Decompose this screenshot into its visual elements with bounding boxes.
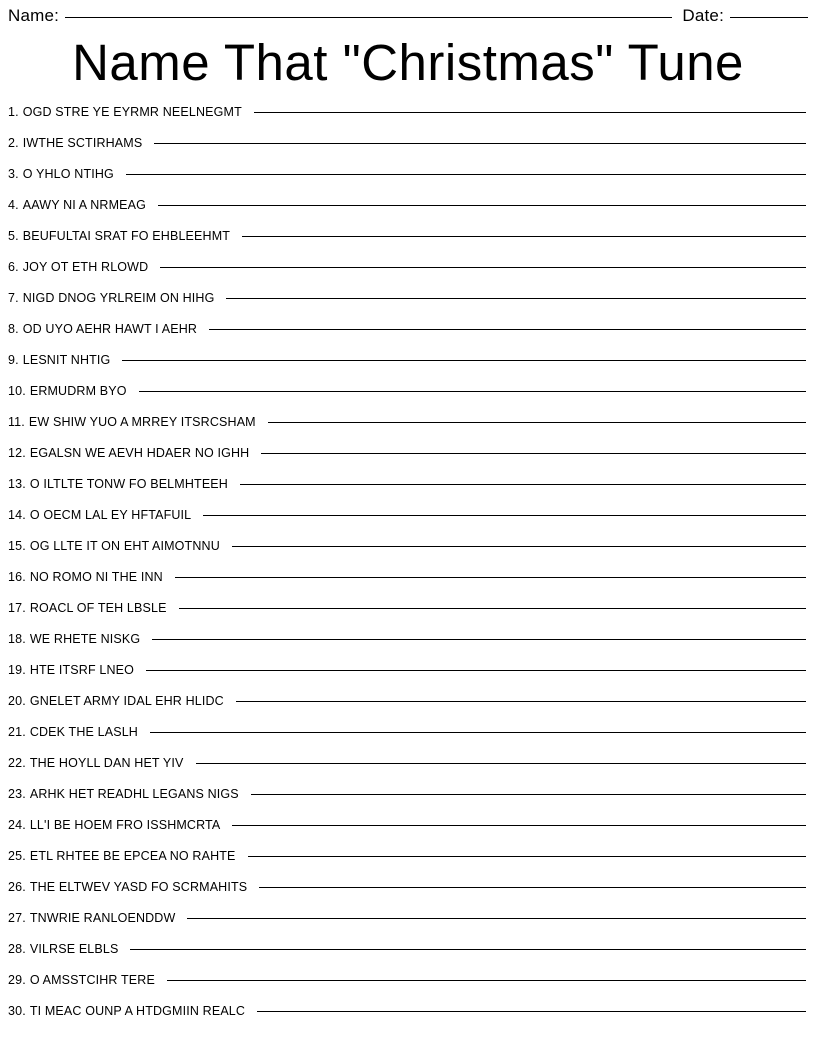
list-item [6, 849, 810, 880]
question-number: 11. [8, 415, 25, 430]
list-item [6, 136, 810, 167]
answer-line[interactable] [226, 298, 806, 299]
list-item [6, 756, 810, 787]
list-item [6, 601, 810, 632]
answer-line[interactable] [139, 391, 806, 392]
question-text: VILRSE ELBLS [29, 942, 119, 957]
question-number: 27. [8, 911, 26, 926]
list-item [6, 694, 810, 725]
answer-line[interactable] [251, 794, 806, 795]
list-item [6, 973, 810, 1004]
list-item [6, 105, 810, 136]
question-text: HTE ITSRF LNEO [29, 663, 135, 678]
question-number: 12. [8, 446, 26, 461]
answer-line[interactable] [126, 174, 806, 175]
answer-line[interactable] [175, 577, 806, 578]
question-number: 22. [8, 756, 26, 771]
list-item [6, 725, 810, 756]
question-text: JOY OT ETH RLOWD [22, 260, 149, 275]
question-number: 16. [8, 570, 26, 585]
answer-line[interactable] [232, 546, 806, 547]
name-write-in-line[interactable] [65, 17, 672, 18]
list-item [6, 477, 810, 508]
question-number: 24. [8, 818, 26, 833]
answer-line[interactable] [257, 1011, 806, 1012]
question-text: ERMUDRM BYO [29, 384, 127, 399]
list-item [6, 539, 810, 570]
answer-line[interactable] [152, 639, 806, 640]
answer-line[interactable] [167, 980, 806, 981]
question-number: 20. [8, 694, 26, 709]
question-text: O AMSSTCIHR TERE [29, 973, 155, 988]
question-text: BEUFULTAI SRAT FO EHBLEEHMT [22, 229, 231, 244]
page-title: Name That "Christmas" Tune [72, 34, 744, 91]
question-number: 28. [8, 942, 26, 957]
question-text: AAWY NI A NRMEAG [22, 198, 146, 213]
answer-line[interactable] [236, 701, 806, 702]
question-text: O OECM LAL EY HFTAFUIL [29, 508, 192, 523]
question-number: 18. [8, 632, 26, 647]
answer-line[interactable] [187, 918, 806, 919]
question-number: 17. [8, 601, 26, 616]
question-number: 4. [8, 198, 19, 213]
list-item [6, 198, 810, 229]
question-text: LESNIT NHTIG [22, 353, 111, 368]
question-number: 23. [8, 787, 26, 802]
answer-line[interactable] [242, 236, 806, 237]
answer-line[interactable] [196, 763, 807, 764]
question-text: THE HOYLL DAN HET YIV [29, 756, 184, 771]
list-item [6, 446, 810, 477]
list-item [6, 291, 810, 322]
answer-line[interactable] [122, 360, 806, 361]
answer-line[interactable] [160, 267, 806, 268]
question-number: 14. [8, 508, 26, 523]
question-number: 26. [8, 880, 26, 895]
question-text: GNELET ARMY IDAL EHR HLIDC [29, 694, 224, 709]
list-item [6, 570, 810, 601]
answer-line[interactable] [261, 453, 806, 454]
question-number: 29. [8, 973, 26, 988]
question-list [6, 105, 810, 1035]
answer-line[interactable] [158, 205, 806, 206]
answer-line[interactable] [240, 484, 806, 485]
answer-line[interactable] [203, 515, 806, 516]
list-item [6, 260, 810, 291]
question-text: EGALSN WE AEVH HDAER NO IGHH [29, 446, 250, 461]
question-text: LL'I BE HOEM FRO ISSHMCRTA [29, 818, 221, 833]
question-text: THE ELTWEV YASD FO SCRMAHITS [29, 880, 248, 895]
list-item [6, 353, 810, 384]
question-number: 5. [8, 229, 19, 244]
question-number: 10. [8, 384, 26, 399]
question-text: NO ROMO NI THE INN [29, 570, 163, 585]
date-write-in-line[interactable] [730, 17, 808, 18]
answer-line[interactable] [268, 422, 806, 423]
question-number: 21. [8, 725, 26, 740]
answer-line[interactable] [154, 143, 806, 144]
question-text: CDEK THE LASLH [29, 725, 138, 740]
question-text: IWTHE SCTIRHAMS [22, 136, 143, 151]
list-item [6, 880, 810, 911]
list-item [6, 663, 810, 694]
question-text: WE RHETE NISKG [29, 632, 141, 647]
question-text: OD UYO AEHR HAWT I AEHR [22, 322, 198, 337]
question-text: ROACL OF TEH LBSLE [29, 601, 167, 616]
question-number: 15. [8, 539, 26, 554]
question-text: ARHK HET READHL LEGANS NIGS [29, 787, 239, 802]
list-item [6, 942, 810, 973]
question-number: 30. [8, 1004, 26, 1019]
question-number: 13. [8, 477, 26, 492]
list-item [6, 787, 810, 818]
name-label: Name: [8, 6, 60, 25]
question-text: O ILTLTE TONW FO BELMHTEEH [29, 477, 228, 492]
list-item [6, 1004, 810, 1035]
list-item [6, 508, 810, 539]
question-number: 3. [8, 167, 19, 182]
question-text: NIGD DNOG YRLREIM ON HIHG [22, 291, 215, 306]
question-text: ETL RHTEE BE EPCEA NO RAHTE [29, 849, 236, 864]
question-number: 8. [8, 322, 19, 337]
answer-line[interactable] [254, 112, 806, 113]
question-number: 7. [8, 291, 19, 306]
answer-line[interactable] [209, 329, 806, 330]
question-number: 6. [8, 260, 19, 275]
answer-line[interactable] [248, 856, 806, 857]
date-label: Date: [682, 6, 724, 25]
question-text: OGD STRE YE EYRMR NEELNEGMT [22, 105, 242, 120]
question-text: EW SHIW YUO A MRREY ITSRCSHAM [28, 415, 256, 430]
list-item [6, 632, 810, 663]
question-text: O YHLO NTIHG [22, 167, 114, 182]
list-item [6, 322, 810, 353]
list-item [6, 384, 810, 415]
list-item [6, 911, 810, 942]
question-number: 9. [8, 353, 19, 368]
answer-line[interactable] [232, 825, 806, 826]
answer-line[interactable] [150, 732, 806, 733]
list-item [6, 229, 810, 260]
question-number: 1. [8, 105, 19, 120]
answer-line[interactable] [130, 949, 806, 950]
question-number: 2. [8, 136, 19, 151]
list-item [6, 167, 810, 198]
question-text: TI MEAC OUNP A HTDGMIIN REALC [29, 1004, 246, 1019]
answer-line[interactable] [259, 887, 806, 888]
question-number: 19. [8, 663, 26, 678]
list-item [6, 415, 810, 446]
header-row [6, 4, 810, 26]
question-text: TNWRIE RANLOENDDW [29, 911, 176, 926]
question-text: OG LLTE IT ON EHT AIMOTNNU [29, 539, 220, 554]
answer-line[interactable] [179, 608, 806, 609]
answer-line[interactable] [146, 670, 806, 671]
question-number: 25. [8, 849, 26, 864]
list-item [6, 818, 810, 849]
